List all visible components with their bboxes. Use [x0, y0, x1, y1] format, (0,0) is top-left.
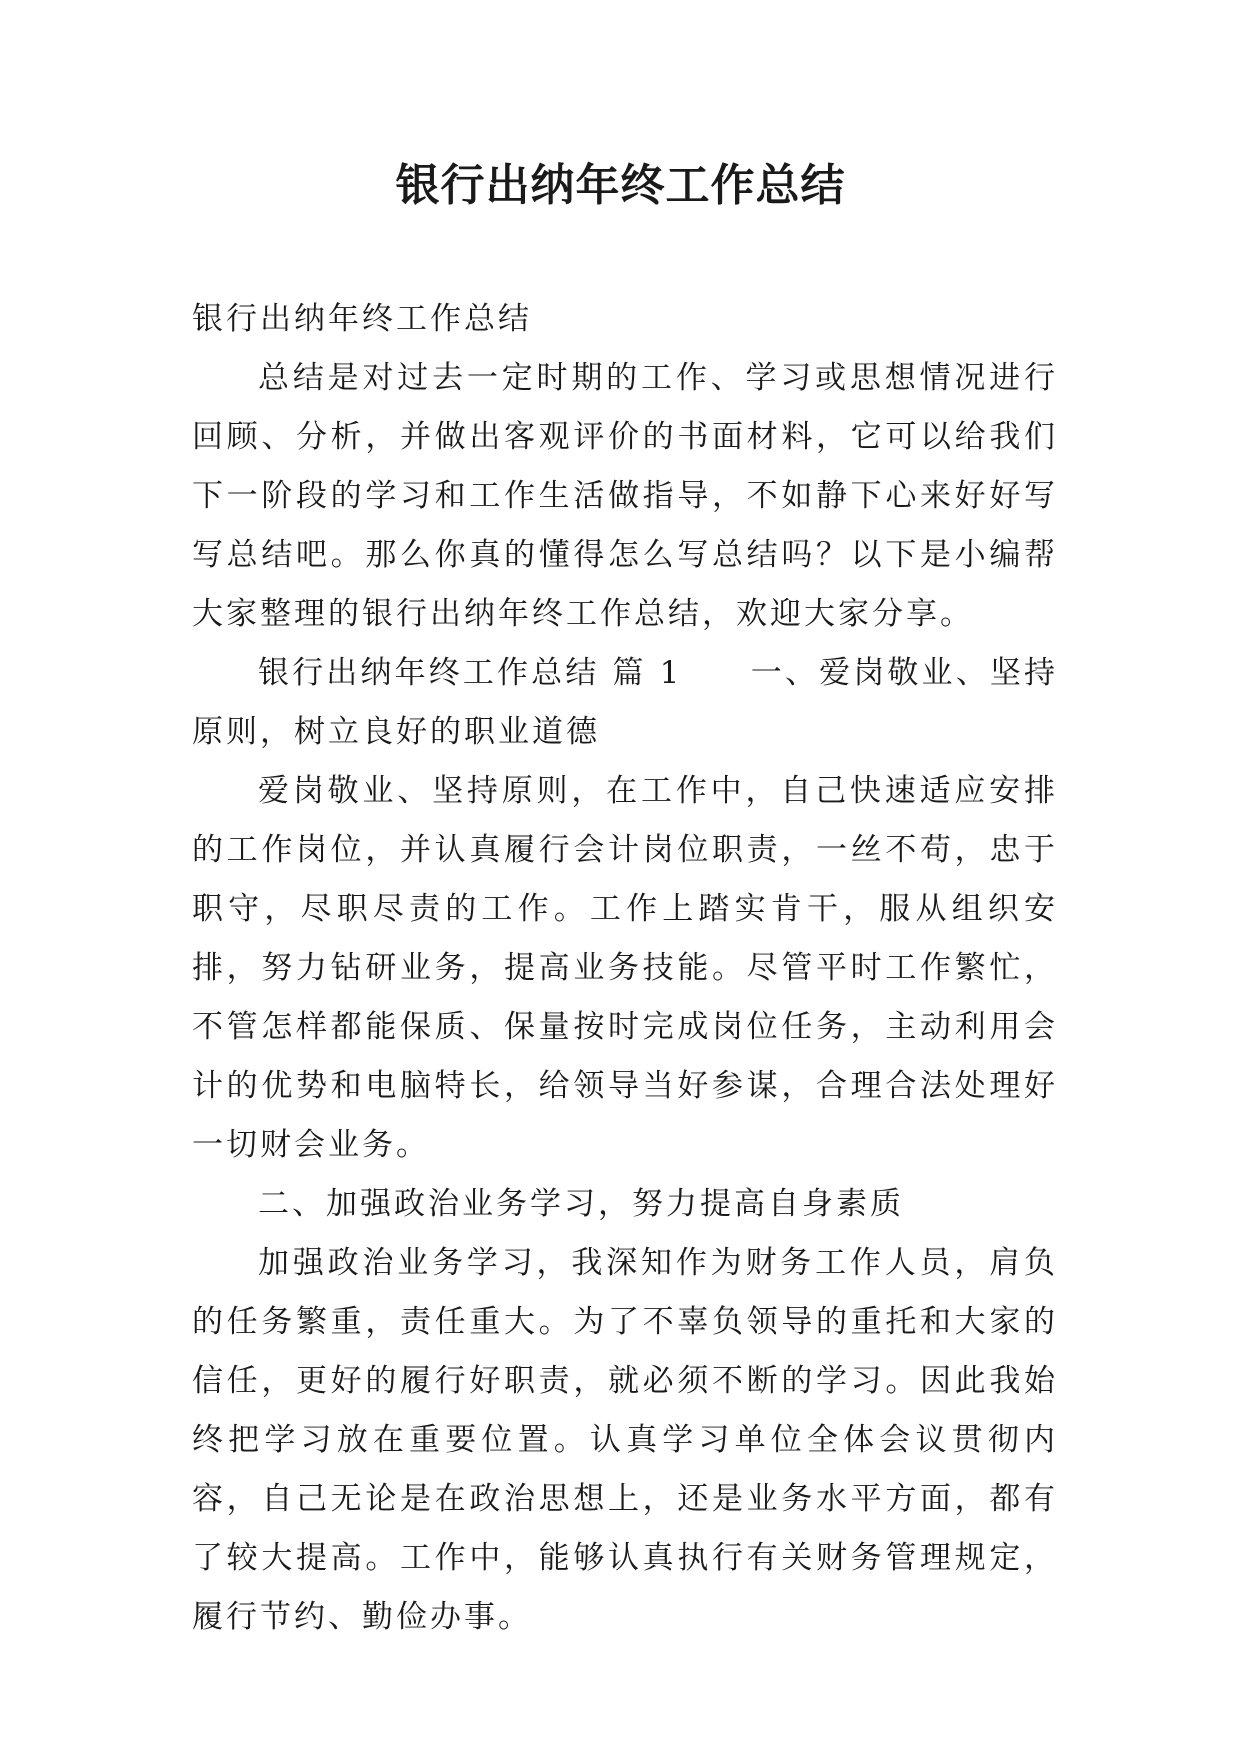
- section-heading-2: 二、加强政治业务学习，努力提高自身素质: [258, 1186, 904, 1222]
- intro-paragraph: 总结是对过去一定时期的工作、学习或思想情况进行回顾、分析，并做出客观评价的书面材料，它可以给我们下一阶段的学习和工作生活做指导，不如静下心来好好写写总结吧。那么你真的懂得怎么写总结吗？以下是小编帮大家整理的银行出纳年终工作总结，欢迎大家分享。: [192, 360, 1058, 632]
- subtitle-paragraph: 银行出纳年终工作总结: [192, 301, 532, 337]
- body-paragraph-1: 爱岗敬业、坚持原则，在工作中，自己快速适应安排的工作岗位，并认真履行会计岗位职责，一丝不苟，忠于职守，尽职尽责的工作。工作上踏实肯干，服从组织安排，努力钻研业务，提高业务技能。尽管平时工作繁忙，不管怎样都能保质、保量按时完成岗位任务，主动利用会计的优势和电脑特长，给领导当好参谋，合理合法处理好一切财会业务。: [192, 773, 1058, 1163]
- document-body: [192, 290, 1058, 1647]
- document-title: 银行出纳年终工作总结: [395, 160, 846, 211]
- body-paragraph-2: 加强政治业务学习，我深知作为财务工作人员，肩负的任务繁重，责任重大。为了不辜负领导的重托和大家的信任，更好的履行好职责，就必须不断的学习。因此我始终把学习放在重要位置。认真学习单位全体会议贯彻内容，自己无论是在政治思想上，还是业务水平方面，都有了较大提高。工作中，能够认真执行有关财务管理规定，履行节约、勤俭办事。: [192, 1245, 1058, 1635]
- section-heading-1: 银行出纳年终工作总结 篇 1 一、爱岗敬业、坚持原则，树立良好的职业道德: [192, 655, 1058, 750]
